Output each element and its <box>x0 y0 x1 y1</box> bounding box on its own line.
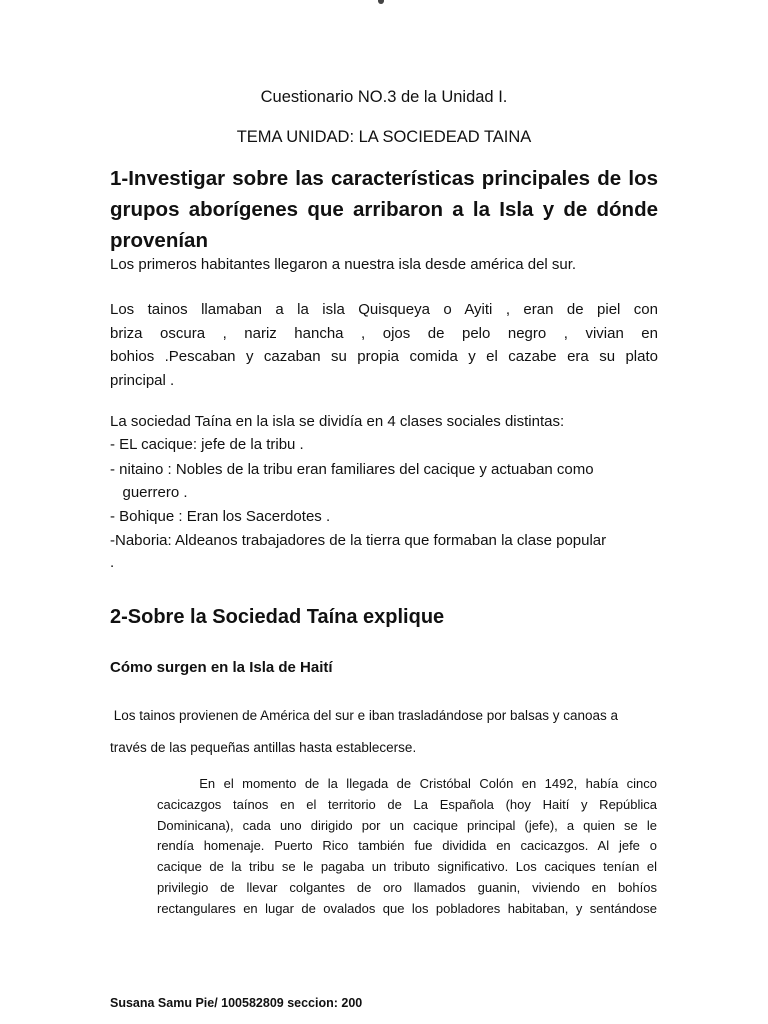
tainos-paragraph <box>110 298 658 392</box>
classes-intro: La sociedad Taína en la isla se dividía en 4 clases sociales distintas: <box>110 413 565 430</box>
question-1-heading-line: grupos aborígenes que arribaron a la Isla y de dónde <box>110 198 658 221</box>
paragraph-line: principal . <box>110 371 175 389</box>
footer-author: Susana Samu Pie/ 100582809 seccion: 200 <box>110 996 363 1010</box>
quote-block <box>157 774 657 920</box>
document-title: Cuestionario NO.3 de la Unidad I. <box>260 88 508 106</box>
quote-line: cacicazgos taínos en el territorio de La Española (hoy Haití y República <box>157 796 657 812</box>
quote-line: Dominicana), cada uno dirigido por un cacique principal (jefe), a quien se le <box>157 817 657 833</box>
question-1-heading <box>110 163 658 256</box>
question-2-heading: 2-Sobre la Sociedad Taína explique <box>110 606 445 628</box>
paragraph-line: bohios .Pescaban y cazaban su propia comida y el cazabe era su plato <box>110 348 658 365</box>
class-item: - EL cacique: jefe de la tribu . <box>110 436 304 453</box>
class-item: guerrero . <box>110 484 188 501</box>
quote-line: privilegio de llevar colgantes de oro llamados guanin, viviendo en bohíos <box>157 879 657 895</box>
paragraph-line: briza oscura , nariz hancha , ojos de pelo negro , vivian en <box>110 324 658 342</box>
document-subtitle: TEMA UNIDAD: LA SOCIEDEAD TAINA <box>236 128 532 146</box>
question-1-heading-line: provenían <box>110 229 208 252</box>
class-item: - nitaino : Nobles de la tribu eran familiares del cacique y actuaban como <box>110 461 594 478</box>
class-item: -Naboria: Aldeanos trabajadores de la tierra que formaban la clase popular <box>110 532 607 549</box>
question-2-subheading: Cómo surgen en la Isla de Haití <box>110 659 333 676</box>
quote-line: rectangulares en lugar de ovalados que los pobladores habitaban, y sentándose <box>157 900 657 916</box>
page-top-mark <box>378 0 384 4</box>
quote-line: cacique de la tribu se le pagaba un tributo significativo. Los caciques tenían el <box>157 859 657 875</box>
answer-line: través de las pequeñas antillas hasta establecerse. <box>110 740 417 755</box>
quote-line: En el momento de la llegada de Cristóbal Colón en 1492, había cinco <box>157 776 657 791</box>
paragraph-line: Los tainos llamaban a la isla Quisqueya o Ayiti , eran de piel con <box>110 301 658 318</box>
answer-line: Los tainos provienen de América del sur e iban trasladándose por balsas y canoas a <box>110 708 619 723</box>
class-item: . <box>110 554 115 571</box>
answer-intro: Los primeros habitantes llegaron a nuestra isla desde américa del sur. <box>110 256 577 273</box>
quote-line: rendía homenaje. Puerto Rico también fue dividida en cacicazgos. Al jefe o <box>157 838 657 854</box>
class-item: - Bohique : Eran los Sacerdotes . <box>110 508 331 525</box>
question-1-heading-line: 1-Investigar sobre las características principales de los <box>110 167 658 190</box>
